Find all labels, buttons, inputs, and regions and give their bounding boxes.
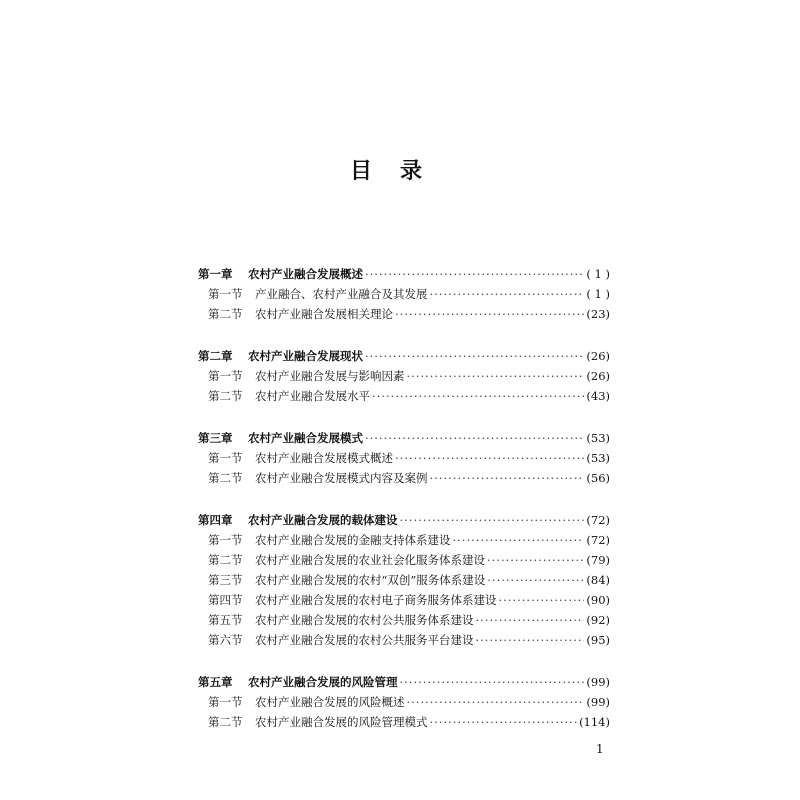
- dot-leader: [476, 630, 585, 650]
- chapter-spacer: [198, 488, 610, 510]
- section-number: 第一节: [208, 287, 243, 301]
- chapter-spacer: [198, 650, 610, 672]
- toc-section-entry[interactable]: [198, 284, 610, 304]
- section-number: 第一节: [208, 695, 243, 709]
- section-title: 农村产业融合发展的农业社会化服务体系建设: [255, 553, 485, 567]
- toc-section-entry[interactable]: [198, 692, 610, 712]
- section-number: 第三节: [208, 573, 243, 587]
- dot-leader: [487, 550, 584, 570]
- chapter-title: 农村产业融合发展模式: [248, 431, 363, 445]
- chapter-spacer: [198, 324, 610, 346]
- section-title: 农村产业融合发展的农村电子商务服务体系建设: [255, 593, 497, 607]
- section-title: 农村产业融合发展与影响因素: [255, 369, 405, 383]
- dot-leader: [400, 510, 585, 530]
- page-title-char: 目: [349, 158, 400, 184]
- section-page: (79): [586, 553, 610, 567]
- section-title: 农村产业融合发展的农村公共服务体系建设: [255, 613, 474, 627]
- toc-section-entry[interactable]: [198, 386, 610, 406]
- section-page: (99): [586, 695, 610, 709]
- toc-section-entry[interactable]: [198, 550, 610, 570]
- section-page: (56): [586, 471, 610, 485]
- toc-chapter-entry[interactable]: [198, 428, 610, 448]
- section-page: (53): [586, 451, 610, 465]
- section-number: 第四节: [208, 593, 243, 607]
- section-number: 第二节: [208, 307, 243, 321]
- toc-section-entry[interactable]: [198, 530, 610, 550]
- chapter-page: ( 1 ): [586, 267, 610, 281]
- dot-leader: [365, 428, 584, 448]
- section-number: 第一节: [208, 451, 243, 465]
- section-title: 农村产业融合发展模式概述: [255, 451, 393, 465]
- chapter-title: 农村产业融合发展的风险管理: [248, 675, 398, 689]
- section-title: 农村产业融合发展的农村公共服务平台建设: [255, 633, 474, 647]
- toc-chapter-entry[interactable]: [198, 346, 610, 366]
- page-title: [0, 158, 800, 184]
- dot-leader: [407, 692, 585, 712]
- chapter-page: (26): [586, 349, 610, 363]
- chapter-number: 第一章: [198, 267, 233, 281]
- section-number: 第一节: [208, 369, 243, 383]
- dot-leader: [365, 264, 584, 284]
- section-title: 农村产业融合发展的农村“双创”服务体系建设: [255, 573, 486, 587]
- chapter-number: 第四章: [198, 513, 233, 527]
- section-title: 农村产业融合发展水平: [255, 389, 370, 403]
- page-number: 1: [596, 742, 604, 756]
- toc-section-entry[interactable]: [198, 610, 610, 630]
- chapter-spacer: [198, 406, 610, 428]
- section-number: 第二节: [208, 389, 243, 403]
- dot-leader: [430, 712, 578, 732]
- section-title: 农村产业融合发展的风险管理模式: [255, 715, 428, 729]
- toc-section-entry[interactable]: [198, 630, 610, 650]
- section-page: (95): [586, 633, 610, 647]
- section-title: 农村产业融合发展的风险概述: [255, 695, 405, 709]
- dot-leader: [365, 346, 584, 366]
- toc-section-entry[interactable]: [198, 570, 610, 590]
- toc-section-entry[interactable]: [198, 366, 610, 386]
- chapter-number: 第五章: [198, 675, 233, 689]
- toc-chapter-entry[interactable]: [198, 510, 610, 530]
- section-number: 第二节: [208, 715, 243, 729]
- dot-leader: [476, 610, 585, 630]
- chapter-title: 农村产业融合发展概述: [248, 267, 363, 281]
- dot-leader: [499, 590, 585, 610]
- section-page: (26): [586, 369, 610, 383]
- section-number: 第二节: [208, 553, 243, 567]
- section-page: (72): [586, 533, 610, 547]
- toc-chapter-entry[interactable]: [198, 672, 610, 692]
- section-title: 产业融合、农村产业融合及其发展: [255, 287, 428, 301]
- toc-section-entry[interactable]: [198, 590, 610, 610]
- section-page: (90): [586, 593, 610, 607]
- section-title: 农村产业融合发展相关理论: [255, 307, 393, 321]
- section-page: ( 1 ): [586, 287, 610, 301]
- toc-chapter-entry[interactable]: [198, 264, 610, 284]
- section-number: 第二节: [208, 471, 243, 485]
- page-title-char: 录: [400, 158, 451, 184]
- section-page: (84): [586, 573, 610, 587]
- section-number: 第一节: [208, 533, 243, 547]
- table-of-contents: [198, 264, 610, 732]
- section-number: 第六节: [208, 633, 243, 647]
- dot-leader: [407, 366, 585, 386]
- section-page: (23): [586, 307, 610, 321]
- toc-section-entry[interactable]: [198, 468, 610, 488]
- chapter-page: (72): [586, 513, 610, 527]
- chapter-page: (99): [586, 675, 610, 689]
- dot-leader: [430, 284, 585, 304]
- section-number: 第五节: [208, 613, 243, 627]
- chapter-number: 第二章: [198, 349, 233, 363]
- chapter-number: 第三章: [198, 431, 233, 445]
- dot-leader: [395, 304, 584, 324]
- chapter-title: 农村产业融合发展现状: [248, 349, 363, 363]
- toc-section-entry[interactable]: [198, 304, 610, 324]
- section-page: (114): [579, 715, 610, 729]
- section-page: (92): [586, 613, 610, 627]
- dot-leader: [430, 468, 585, 488]
- dot-leader: [453, 530, 585, 550]
- section-page: (43): [586, 389, 610, 403]
- dot-leader: [372, 386, 584, 406]
- section-title: 农村产业融合发展模式内容及案例: [255, 471, 428, 485]
- chapter-page: (53): [586, 431, 610, 445]
- section-title: 农村产业融合发展的金融支持体系建设: [255, 533, 451, 547]
- dot-leader: [487, 570, 584, 590]
- toc-section-entry[interactable]: [198, 712, 610, 732]
- dot-leader: [395, 448, 584, 468]
- toc-section-entry[interactable]: [198, 448, 610, 468]
- chapter-title: 农村产业融合发展的载体建设: [248, 513, 398, 527]
- dot-leader: [400, 672, 585, 692]
